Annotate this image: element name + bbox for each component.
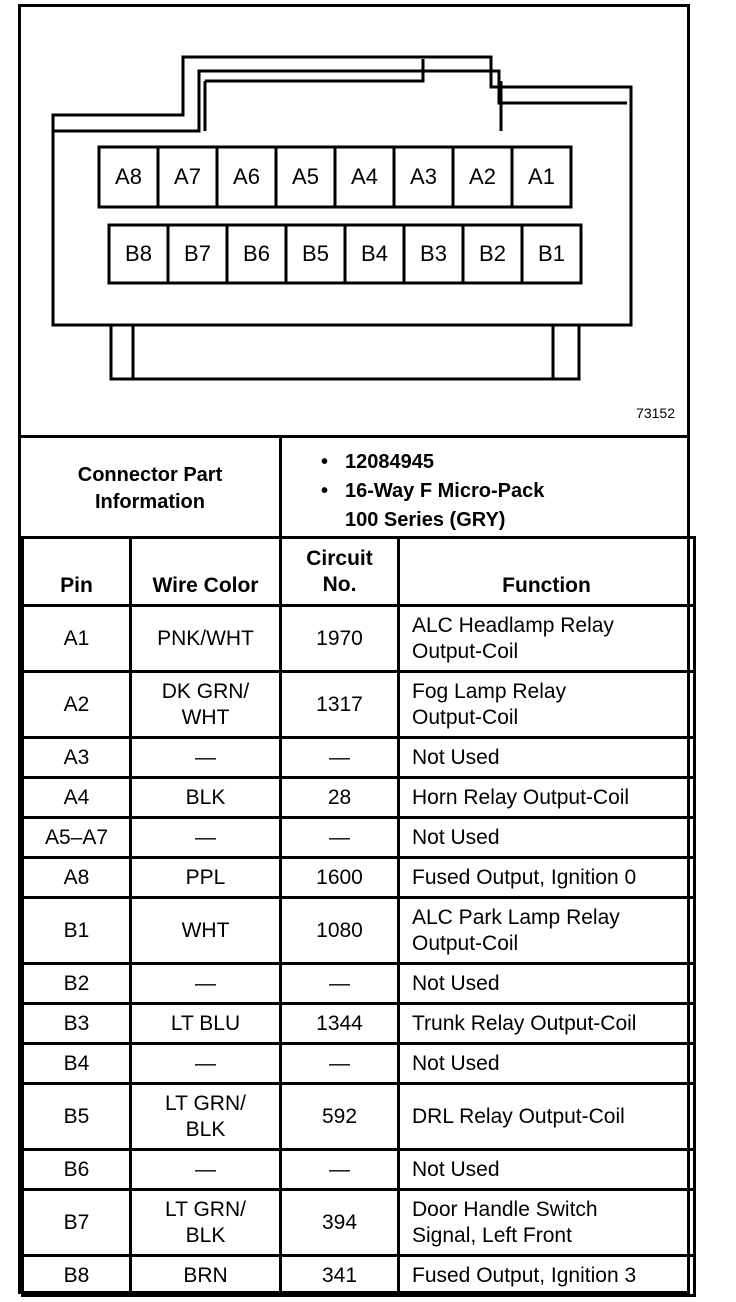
circuit-cell: 1317 [281, 672, 399, 738]
part-info-label [21, 438, 282, 539]
pin-cell: B1 [23, 898, 131, 964]
function-cell [399, 1044, 695, 1084]
circuit-cell: — [281, 1150, 399, 1190]
function-cell [399, 778, 695, 818]
connector-outline [21, 7, 687, 435]
wire-color-cell [131, 818, 281, 858]
part-info-details [321, 448, 544, 535]
function-line: Not Used [412, 971, 500, 995]
pin-label: B2 [479, 241, 506, 266]
wire-color-line: PNK/WHT [157, 626, 254, 650]
wire-color-line: — [195, 745, 216, 769]
pin-label: A4 [351, 164, 378, 189]
table-row [23, 1044, 695, 1084]
function-line: Not Used [412, 1051, 500, 1075]
table-row [23, 818, 695, 858]
function-line: ALC Headlamp Relay [412, 613, 614, 637]
pin-label: A3 [410, 164, 437, 189]
pin-cell: B3 [23, 1004, 131, 1044]
function-line: DRL Relay Output-Coil [412, 1104, 625, 1128]
table-row [23, 1150, 695, 1190]
figure-id: 73152 [636, 405, 675, 421]
header-circuit-line2: No. [322, 573, 357, 596]
function-line: Output-Coil [412, 931, 519, 955]
pin-cell: B4 [23, 1044, 131, 1084]
header-pin: Pin [23, 538, 131, 606]
wire-color-cell [131, 964, 281, 1004]
pin-label: A5 [292, 164, 319, 189]
function-cell [399, 738, 695, 778]
wire-color-line: BLK [185, 785, 226, 809]
wire-color-line: WHT [181, 705, 230, 729]
function-cell [399, 964, 695, 1004]
function-line: Signal, Left Front [412, 1223, 572, 1247]
pin-table [21, 536, 696, 1297]
circuit-cell: — [281, 964, 399, 1004]
circuit-cell: — [281, 1044, 399, 1084]
wire-color-cell [131, 1044, 281, 1084]
function-cell [399, 1084, 695, 1150]
function-line: Output-Coil [412, 705, 519, 729]
function-line: Trunk Relay Output-Coil [412, 1011, 637, 1035]
circuit-cell: — [281, 818, 399, 858]
pin-cell: A2 [23, 672, 131, 738]
table-row [23, 1004, 695, 1044]
pin-cell: B6 [23, 1150, 131, 1190]
pin-cell: A3 [23, 738, 131, 778]
circuit-cell: — [281, 738, 399, 778]
pin-cell: B7 [23, 1190, 131, 1256]
connector-diagram [21, 7, 687, 435]
wire-color-cell [131, 672, 281, 738]
wire-color-line: — [195, 1051, 216, 1075]
function-line: Not Used [412, 825, 500, 849]
pin-label: B8 [125, 241, 152, 266]
pin-cell: A5–A7 [23, 818, 131, 858]
wire-color-cell [131, 1084, 281, 1150]
bullet: • [321, 451, 329, 473]
function-line: Not Used [412, 1157, 500, 1181]
function-cell [399, 1190, 695, 1256]
wire-color-line: PPL [185, 865, 226, 889]
function-line: Fused Output, Ignition 3 [412, 1263, 637, 1287]
header-circuit [281, 538, 399, 606]
wire-color-cell [131, 858, 281, 898]
function-line: ALC Park Lamp Relay [412, 905, 620, 929]
circuit-cell: 1600 [281, 858, 399, 898]
wire-color-line: BRN [183, 1263, 228, 1287]
function-cell [399, 1256, 695, 1296]
circuit-cell: 341 [281, 1256, 399, 1296]
circuit-cell: 1080 [281, 898, 399, 964]
function-cell [399, 858, 695, 898]
part-info-label-line2: Information [95, 490, 205, 513]
table-row [23, 738, 695, 778]
pin-cell: A4 [23, 778, 131, 818]
pin-label: B1 [538, 241, 565, 266]
header-wire-color: Wire Color [131, 538, 281, 606]
wire-color-line: — [195, 1157, 216, 1181]
part-number: 12084945 [345, 451, 434, 473]
table-row [23, 1084, 695, 1150]
function-cell [399, 606, 695, 672]
circuit-cell: 1970 [281, 606, 399, 672]
circuit-cell: 592 [281, 1084, 399, 1150]
function-line: Horn Relay Output-Coil [412, 785, 630, 809]
function-line: Fused Output, Ignition 0 [412, 865, 637, 889]
wire-color-line: BLK [185, 1117, 226, 1141]
circuit-cell: 28 [281, 778, 399, 818]
pin-label: B4 [361, 241, 388, 266]
pin-label: A2 [469, 164, 496, 189]
function-line: Output-Coil [412, 639, 519, 663]
wire-color-line: LT GRN/ [165, 1091, 246, 1115]
part-info-label-line1: Connector Part [77, 463, 223, 486]
part-description-line2: 100 Series (GRY) [345, 509, 506, 531]
wire-color-cell [131, 898, 281, 964]
function-cell [399, 1150, 695, 1190]
wire-color-line: WHT [181, 918, 230, 942]
wire-color-line: — [195, 825, 216, 849]
pin-label: A6 [233, 164, 260, 189]
pin-cell: A1 [23, 606, 131, 672]
wire-color-cell [131, 1004, 281, 1044]
bullet: • [321, 480, 329, 502]
wire-color-cell [131, 1150, 281, 1190]
wire-color-cell [131, 606, 281, 672]
table-row [23, 858, 695, 898]
pin-cell: B8 [23, 1256, 131, 1296]
pin-cell: A8 [23, 858, 131, 898]
connector-part-info [21, 435, 687, 539]
pin-label: B5 [302, 241, 329, 266]
wire-color-line: DK GRN/ [161, 679, 250, 703]
function-line: Door Handle Switch [412, 1197, 598, 1221]
wire-color-line: LT BLU [170, 1011, 241, 1035]
function-cell [399, 818, 695, 858]
table-row [23, 964, 695, 1004]
function-line: Fog Lamp Relay [412, 679, 567, 703]
pin-label: A8 [115, 164, 142, 189]
wire-color-cell [131, 778, 281, 818]
wire-color-line: — [195, 971, 216, 995]
pin-label: B6 [243, 241, 270, 266]
function-cell [399, 898, 695, 964]
pin-label: B7 [184, 241, 211, 266]
function-cell [399, 672, 695, 738]
table-row [23, 672, 695, 738]
wire-color-cell [131, 738, 281, 778]
pin-cell: B5 [23, 1084, 131, 1150]
table-row [23, 606, 695, 672]
table-row [23, 1256, 695, 1296]
wire-color-cell [131, 1256, 281, 1296]
wire-color-line: LT GRN/ [165, 1197, 246, 1221]
pin-cell: B2 [23, 964, 131, 1004]
table-row [23, 778, 695, 818]
circuit-cell: 1344 [281, 1004, 399, 1044]
circuit-cell: 394 [281, 1190, 399, 1256]
function-line: Not Used [412, 745, 500, 769]
pin-label: A1 [528, 164, 555, 189]
pin-label: B3 [420, 241, 447, 266]
pin-label: A7 [174, 164, 201, 189]
wire-color-line: BLK [185, 1223, 226, 1247]
function-cell [399, 1004, 695, 1044]
part-description-line1: 16-Way F Micro-Pack [345, 480, 545, 502]
connector-sheet [18, 4, 690, 1294]
header-circuit-line1: Circuit [306, 547, 373, 570]
table-row [23, 1190, 695, 1256]
table-row [23, 898, 695, 964]
table-header-row [23, 538, 695, 606]
wire-color-cell [131, 1190, 281, 1256]
header-function: Function [399, 538, 695, 606]
